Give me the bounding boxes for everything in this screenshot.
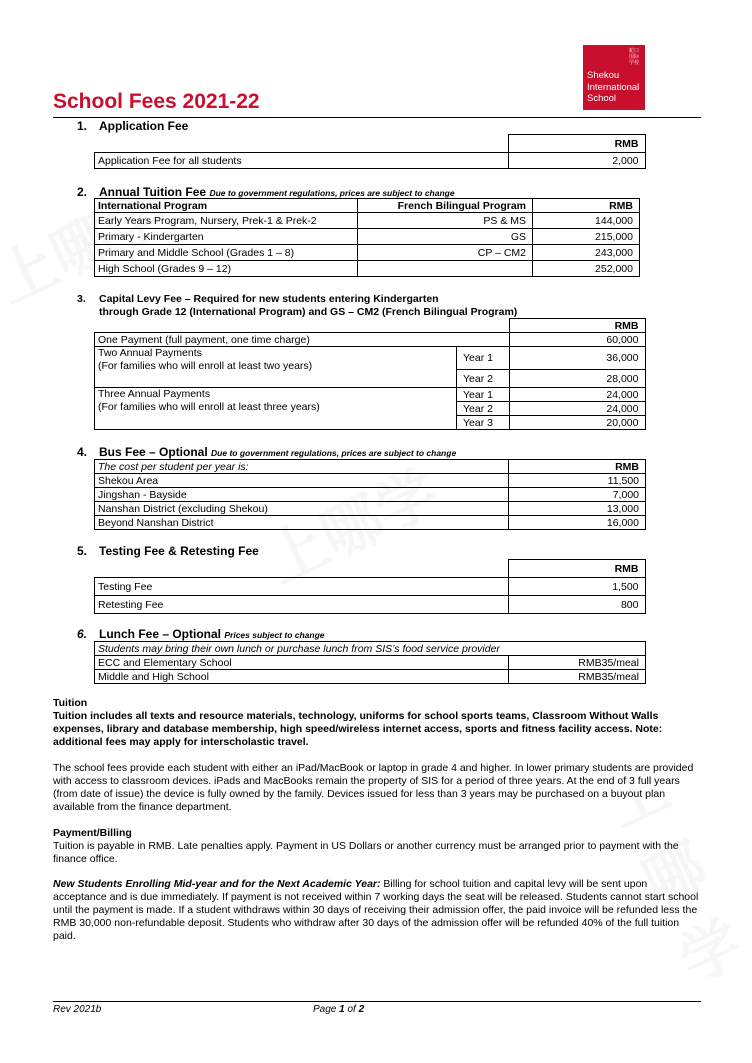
table-row: Primary and Middle School (Grades 1 – 8) CP – CM2 243,000	[95, 245, 640, 261]
lunch-fee-table: Students may bring their own lunch or purchase lunch from SIS’s food service provider ECC and Elementary School RMB35/meal Middle and High School RMB35/meal	[94, 641, 646, 684]
table-row: Nanshan District (excluding Shekou) 13,000	[95, 502, 646, 516]
table-row: Three Annual Payments (For families who will enroll at least three years) Year 1 24,000	[95, 388, 646, 402]
payment-text: Payment/Billing Tuition is payable in RMB. Late penalties apply. Payment in US Dollars or another currency must be arranged prior to payment with the finance office.	[53, 827, 679, 865]
section-capital-levy: 3. Capital Levy Fee – Required for new students entering Kindergarten through Grade 12 (International Program) and GS – CM2 (French Bilingual Program)	[77, 293, 518, 318]
section-lunch-fee: 6. Lunch Fee – Optional Prices subject to change	[77, 627, 325, 641]
table-row: Year 2 28,000	[95, 370, 646, 388]
tuition-fee-table: International Program French Bilingual Program RMB Early Years Program, Nursery, Prek-1 & Prek-2 PS & MS 144,000 Primary - Kindergarten GS 215,000 Primary and Middle School (Grades 1 – 8) CP – CM2 243,000 High School (Grades 9 – 12) 252,000	[94, 198, 640, 277]
table-row: Year 3 20,000	[95, 416, 646, 430]
logo-school-name: Shekou International School	[587, 70, 640, 104]
page-number: Page 1 of 2	[313, 1004, 365, 1015]
table-row: One Payment (full payment, one time charge) 60,000	[95, 333, 646, 347]
table-row: ECC and Elementary School RMB35/meal	[95, 656, 646, 670]
tuition-text: Tuition Tuition includes all texts and resource materials, technology, uniforms for school sports teams, Classroom Without Walls expenses, library and database membership, high speed/wireless internet access, sports and fitness facility access. Note: additional fees may apply for interscholastic travel.	[53, 697, 663, 748]
capital-levy-table: RMB One Payment (full payment, one time charge) 60,000 Two Annual Payments (For families who will enroll at least two years) Year 1 36,000 Year 2 28,000 Three Annual Payments (For families who will enroll at least three years) Year 1 24,000 Year 2 24,000 Year 3 20,000	[94, 318, 646, 430]
table-row: Year 2 24,000	[95, 402, 646, 416]
footer-rule	[53, 1001, 701, 1002]
logo-chinese-name: 蛇口国际学校	[628, 48, 639, 66]
table-row: Application Fee for all students 2,000	[95, 153, 646, 169]
table-row: Primary - Kindergarten GS 215,000	[95, 229, 640, 245]
table-row: High School (Grades 9 – 12) 252,000	[95, 261, 640, 277]
table-row: Retesting Fee 800	[95, 596, 646, 614]
table-row: Shekou Area 11,500	[95, 474, 646, 488]
title-rule	[53, 117, 701, 118]
section-tuition-fee: 2. Annual Tuition Fee Due to government regulations, prices are subject to change	[77, 185, 455, 199]
section-testing-fee: 5. Testing Fee & Retesting Fee	[77, 544, 259, 558]
revision-label: Rev 2021b	[53, 1004, 102, 1015]
devices-text: The school fees provide each student with either an iPad/MacBook or laptop in grade 4 and higher. In lower primary students are provided with access to classroom devices. iPads and MacBooks remain the property of SIS for a period of three years. At the end of 3 full years (from date of issue) the device is fully owned by the family. Devices issued for less than 3 years may be purchased on a buyout plan available from the finance department.	[53, 762, 694, 813]
table-row: Early Years Program, Nursery, Prek-1 & Prek-2 PS & MS 144,000	[95, 213, 640, 229]
application-fee-table: RMB Application Fee for all students 2,000	[94, 134, 646, 169]
school-logo	[583, 45, 645, 110]
table-row: Two Annual Payments (For families who will enroll at least two years) Year 1 36,000	[95, 347, 646, 370]
section-bus-fee: 4. Bus Fee – Optional Due to government regulations, prices are subject to change	[77, 445, 457, 459]
page-title: School Fees 2021-22	[53, 90, 260, 113]
table-row: Jingshan - Bayside 7,000	[95, 488, 646, 502]
bus-fee-table: The cost per student per year is: RMB Shekou Area 11,500 Jingshan - Bayside 7,000 Nanshan District (excluding Shekou) 13,000 Beyond Nanshan District 16,000	[94, 459, 646, 530]
table-row: Testing Fee 1,500	[95, 578, 646, 596]
testing-fee-table: RMB Testing Fee 1,500 Retesting Fee 800	[94, 559, 646, 614]
new-students-text: New Students Enrolling Mid-year and for the Next Academic Year: Billing for school tuition and capital levy will be sent upon acceptance and is due immediately. If payment is not received within 7 working days the seat will be released. Students cannot start school until the payment is made. If a student withdraws within 30 days of receiving their admission offer, the paid invoice will be refunded less the RMB 30,000 non-refundable deposit. Students who withdraw after 30 days of the admission offer will be refunded 40% of the full tuition paid.	[53, 878, 699, 942]
section-application-fee: 1. Application Fee	[77, 119, 189, 133]
table-row: Middle and High School RMB35/meal	[95, 670, 646, 684]
table-row: Beyond Nanshan District 16,000	[95, 516, 646, 530]
